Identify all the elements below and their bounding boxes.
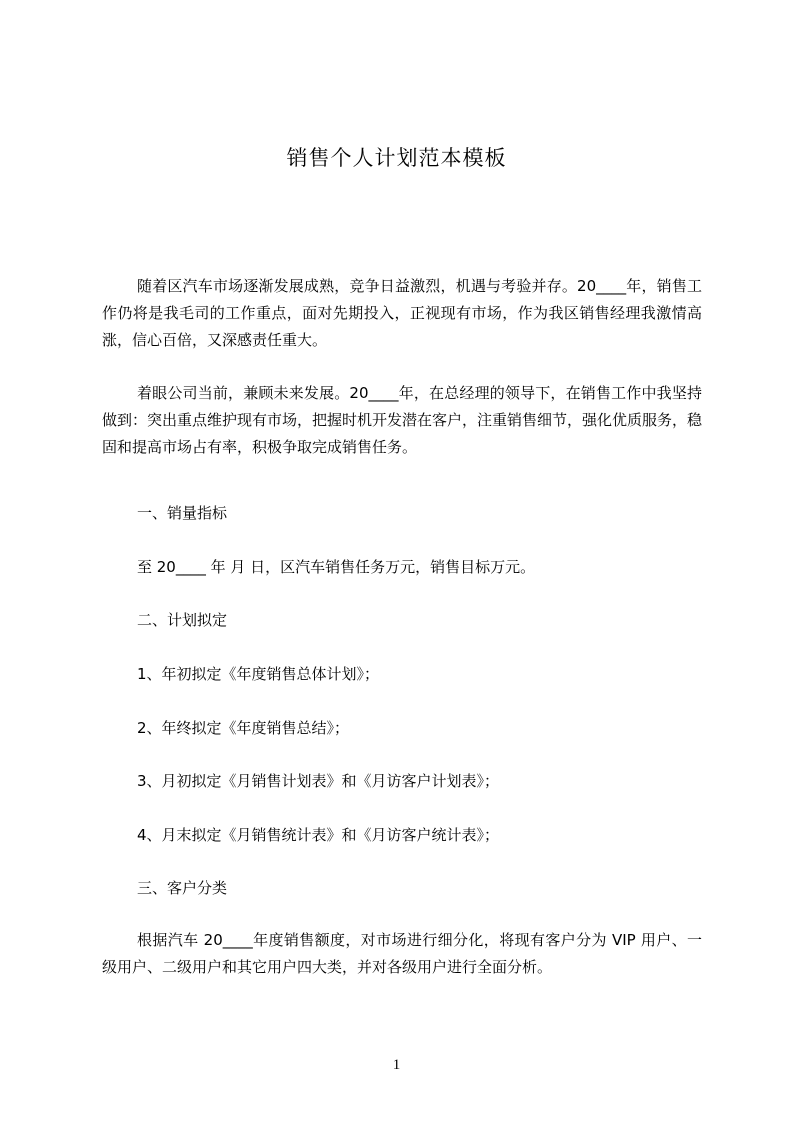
sales-target-text: 至 20____ 年 月 日，区汽车销售任务万元，销售目标万元。 bbox=[137, 558, 536, 576]
page-number: 1 bbox=[392, 1057, 401, 1073]
customer-classification-paragraph: 根据汽车 20____年度销售额度，对市场进行细分化，将现有客户分为 VIP 用户、一级用户、二级用户和其它用户四大类，并对各级用户进行全面分析。 bbox=[102, 931, 702, 976]
plan-item: 2、年终拟定《年度销售总结》； bbox=[137, 719, 350, 737]
section-heading-sales-target: 一、销量指标 bbox=[137, 504, 228, 522]
intro-paragraph: 随着区汽车市场逐渐发展成熟，竞争日益激烈，机遇与考验并存。20____年，销售工作仍将是我毛司的工作重点，面对先期投入，正视现有市场，作为我区销售经理我激情高涨，信心百倍，又深感责任重大。 bbox=[102, 277, 702, 349]
strategy-paragraph: 着眼公司当前，兼顾未来发展。20____年，在总经理的领导下，在销售工作中我坚持做到：突出重点维护现有市场，把握时机开发潜在客户，注重销售细节，强化优质服务，稳固和提高市场占有率，积极争取完成销售任务。 bbox=[102, 384, 703, 456]
page-title: 销售个人计划范本模板 bbox=[286, 146, 507, 170]
section-heading-plan: 二、计划拟定 bbox=[137, 611, 228, 629]
section-heading-customers: 三、客户分类 bbox=[137, 879, 228, 897]
plan-item: 4、月末拟定《月销售统计表》和《月访客户统计表》； bbox=[137, 826, 500, 844]
plan-item: 3、月初拟定《月销售计划表》和《月访客户计划表》； bbox=[137, 772, 500, 790]
plan-item: 1、年初拟定《年度销售总体计划》； bbox=[137, 665, 380, 683]
